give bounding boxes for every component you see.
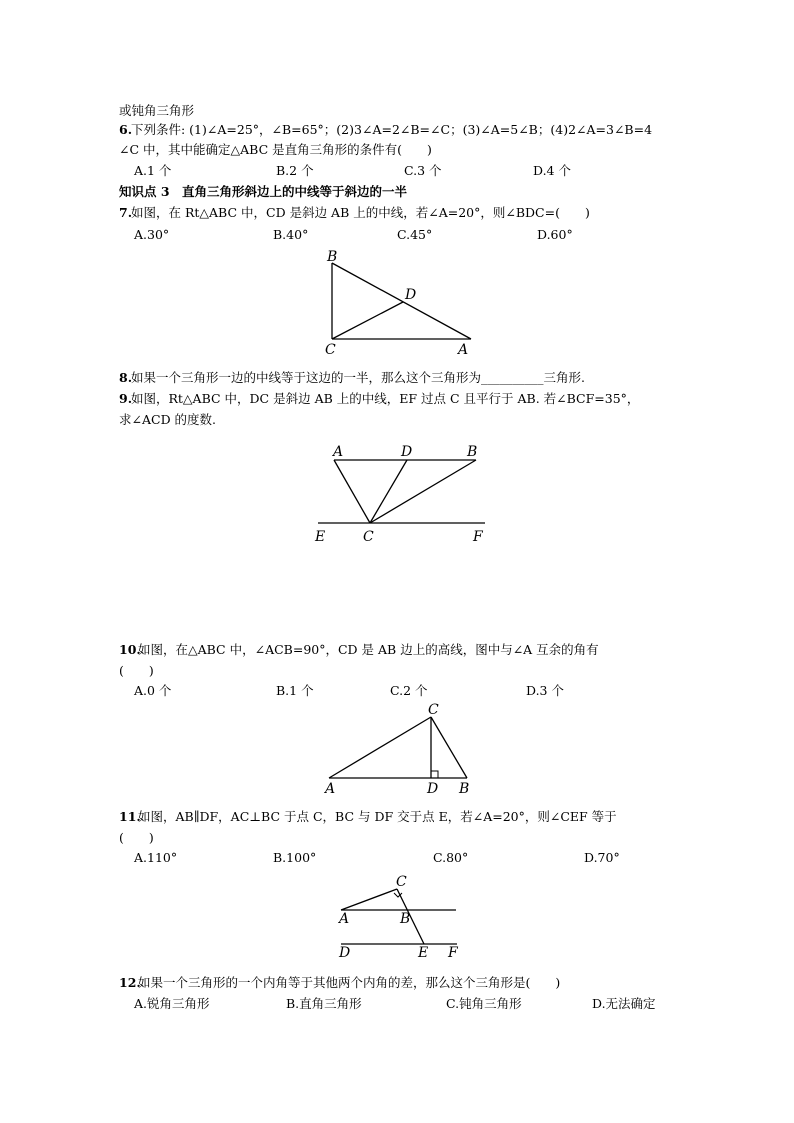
segment-ac [341, 889, 397, 910]
option-d[interactable]: D.3 个 [526, 683, 564, 698]
point-label-a: A [333, 444, 344, 460]
point-label-a: A [339, 911, 350, 927]
option-a[interactable]: A.1 个 [134, 163, 172, 178]
point-label-b: B [400, 911, 411, 927]
option-a[interactable]: A.0 个 [134, 683, 172, 698]
option-b[interactable]: B.1 个 [276, 683, 314, 698]
question-text: 求∠ACD 的度数. [119, 412, 217, 427]
segment-cd [332, 302, 403, 339]
question-number: 10. [119, 642, 141, 657]
option-c[interactable]: C.2 个 [390, 683, 428, 698]
point-label-b: B [467, 444, 478, 460]
figure-10 [329, 717, 467, 778]
option-b[interactable]: B.直角三角形 [286, 996, 362, 1011]
segment-ac [334, 460, 370, 523]
point-label-d: D [405, 287, 417, 303]
figure-11 [341, 889, 457, 944]
question-number: 9. [119, 391, 133, 406]
point-label-b: B [327, 249, 338, 265]
question-text: ( ) [119, 830, 154, 845]
question-text: 如图，AB∥DF，AC⊥BC 于点 C，BC 与 DF 交于点 E，若∠A=20°，则∠CEF 等于 [138, 809, 617, 824]
option-b[interactable]: B.2 个 [276, 163, 314, 178]
point-label-c: C [363, 529, 374, 545]
point-label-f: F [448, 945, 458, 961]
point-label-e: E [315, 529, 326, 545]
segment-cb [431, 717, 467, 778]
continued-text: 或钝角三角形 [119, 103, 195, 118]
option-c[interactable]: C.80° [433, 850, 469, 865]
option-a[interactable]: A.110° [134, 850, 178, 865]
right-angle-mark [431, 771, 438, 778]
segment-bc [370, 460, 476, 523]
segment-ac [329, 717, 431, 778]
option-a[interactable]: A.30° [134, 227, 170, 242]
question-number: 6. [119, 122, 133, 137]
point-label-f: F [473, 529, 483, 545]
point-label-d: D [339, 945, 351, 961]
question-number: 8. [119, 370, 133, 385]
option-b[interactable]: B.100° [273, 850, 317, 865]
point-label-d: D [427, 781, 439, 797]
point-label-c: C [325, 342, 336, 358]
question-text: 下列条件: (1)∠A=25°，∠B=65°；(2)3∠A=2∠B=∠C；(3)∠A=5∠B；(4)2∠A=3∠B=4 [131, 122, 653, 137]
option-d[interactable]: D.无法确定 [592, 996, 656, 1011]
question-text: ∠C 中，其中能确定△ABC 是直角三角形的条件有( ) [119, 142, 432, 157]
point-label-d: D [401, 444, 413, 460]
section-heading: 知识点 3 直角三角形斜边上的中线等于斜边的一半 [119, 184, 408, 199]
figure-7 [332, 263, 471, 339]
figure-9 [318, 460, 485, 523]
question-text: 如图，在 Rt△ABC 中，CD 是斜边 AB 上的中线，若∠A=20°，则∠BDC=( ) [131, 205, 590, 220]
question-text: 如果一个三角形一边的中线等于这边的一半，那么这个三角形为__________三角形. [131, 370, 585, 385]
option-d[interactable]: D.70° [584, 850, 620, 865]
point-label-a: A [325, 781, 336, 797]
point-label-e: E [418, 945, 429, 961]
option-c[interactable]: C.钝角三角形 [446, 996, 522, 1011]
question-text: 如果一个三角形的一个内角等于其他两个内角的差，那么这个三角形是( ) [138, 975, 561, 990]
option-a[interactable]: A.锐角三角形 [134, 996, 210, 1011]
question-number: 7. [119, 205, 133, 220]
question-number: 11. [119, 809, 141, 824]
question-text: 如图，Rt△ABC 中，DC 是斜边 AB 上的中线，EF 过点 C 且平行于 AB. 若∠BCF=35°， [131, 391, 640, 406]
option-d[interactable]: D.4 个 [533, 163, 571, 178]
question-text: 如图，在△ABC 中，∠ACB=90°，CD 是 AB 边上的高线，图中与∠A 互余的角有 [138, 642, 599, 657]
point-label-b: B [459, 781, 470, 797]
question-number: 12. [119, 975, 141, 990]
segment-dc [370, 460, 407, 523]
option-c[interactable]: C.3 个 [404, 163, 442, 178]
option-c[interactable]: C.45° [397, 227, 433, 242]
question-text: ( ) [119, 663, 154, 678]
point-label-c: C [428, 702, 439, 718]
point-label-c: C [396, 874, 407, 890]
point-label-a: A [458, 342, 469, 358]
option-d[interactable]: D.60° [537, 227, 573, 242]
option-b[interactable]: B.40° [273, 227, 309, 242]
